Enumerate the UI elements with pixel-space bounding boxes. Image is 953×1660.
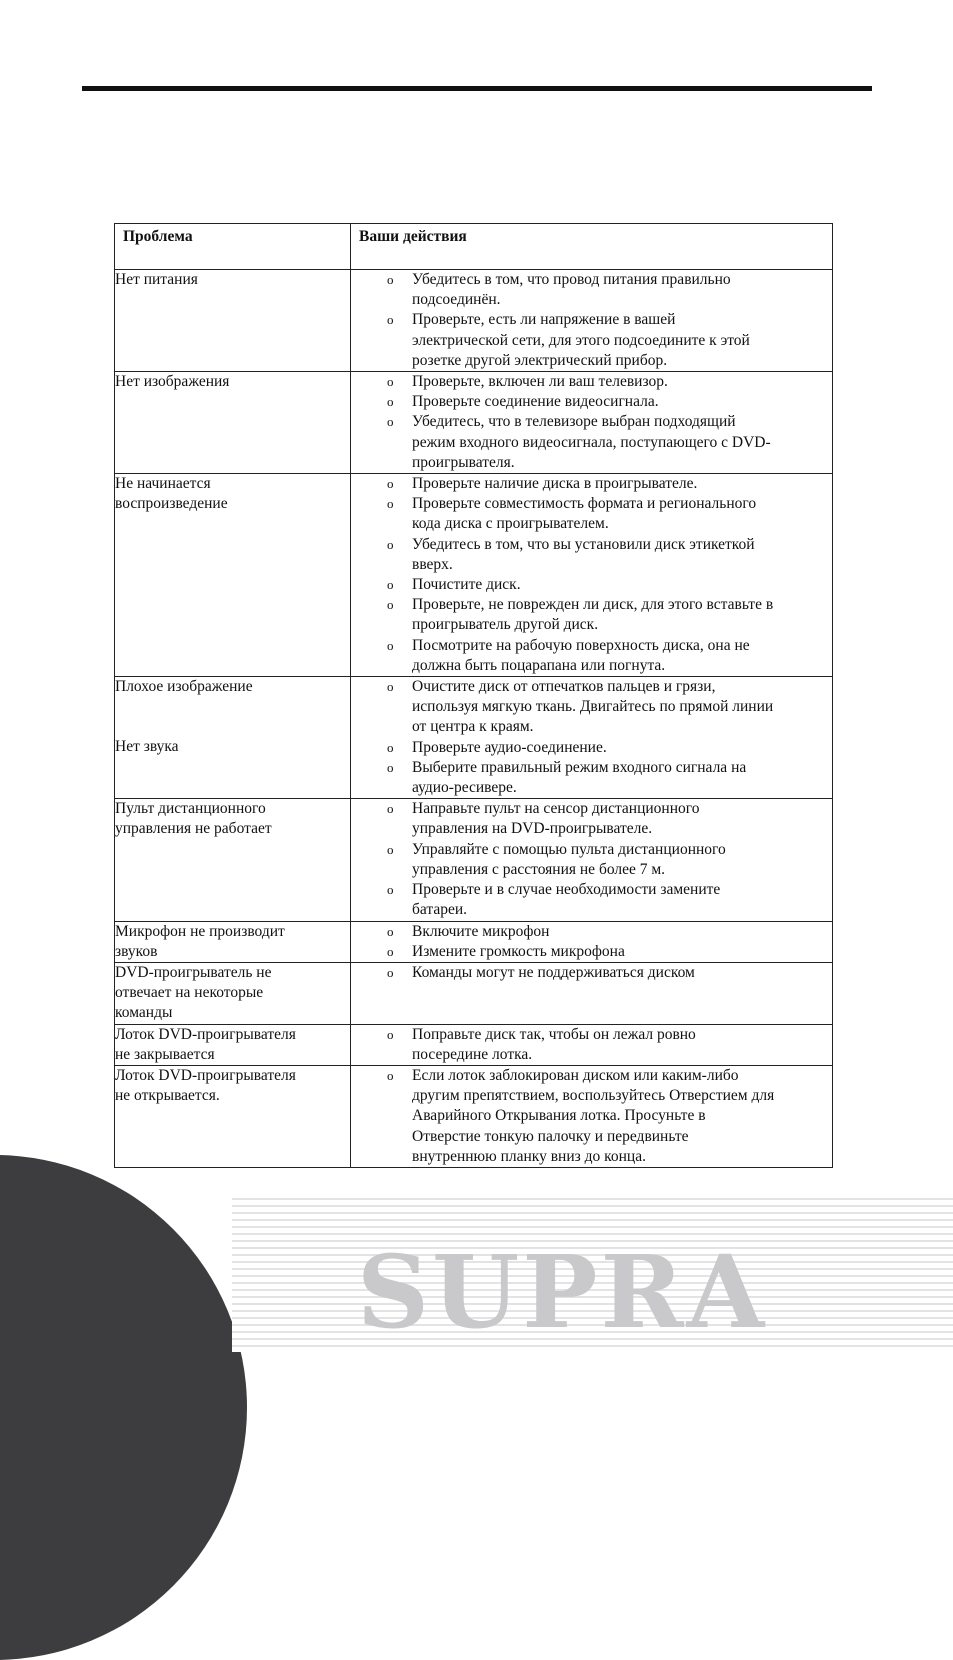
- bullet-circle-icon: o: [387, 394, 394, 410]
- action-text-line: кода диска с проигрывателем.: [412, 515, 609, 533]
- top-rule: [82, 86, 872, 91]
- table-row: [115, 799, 833, 921]
- action-text-line: проигрыватель другой диск.: [412, 616, 599, 634]
- problem-text-line: DVD-проигрыватель не: [115, 963, 272, 981]
- action-text-line: Направьте пульт на сенсор дистанционного: [412, 800, 700, 818]
- action-text-line: Проверьте наличие диска в проигрывателе.: [412, 475, 698, 493]
- action-text-line: должна быть поцарапана или погнута.: [412, 656, 666, 674]
- action-item: [351, 880, 832, 920]
- bullet-circle-icon: o: [387, 841, 394, 857]
- action-item: [351, 535, 832, 575]
- problem-cell: [115, 474, 351, 677]
- action-item: [351, 799, 832, 839]
- action-item: [351, 942, 832, 962]
- bullet-circle-icon: o: [387, 679, 394, 695]
- table-row: [115, 677, 833, 799]
- action-text-line: Аварийного Открывания лотка. Просуньте в: [412, 1107, 706, 1125]
- troubleshooting-table: [114, 223, 833, 1168]
- table-row: [115, 962, 833, 1024]
- action-text-line: посередине лотка.: [412, 1045, 533, 1063]
- problem-text-line: Нет питания: [115, 271, 198, 288]
- action-text-line: аудио-ресивере.: [412, 779, 517, 797]
- action-item: [351, 758, 832, 798]
- brand-logo: SUPRA: [356, 1233, 768, 1351]
- actions-cell: [351, 677, 833, 799]
- bullet-circle-icon: o: [387, 536, 394, 552]
- action-text-line: Проверьте, есть ли напряжение в вашей: [412, 311, 676, 329]
- problem-text-line: Лоток DVD-проигрывателя: [115, 1025, 296, 1043]
- problem-text-line: Лоток DVD-проигрывателя: [115, 1066, 296, 1084]
- actions-list: [351, 372, 832, 473]
- bullet-circle-icon: o: [387, 801, 394, 817]
- action-item: [351, 412, 832, 473]
- problem-spacer: [115, 697, 350, 737]
- problem-column-header: Проблема: [115, 224, 351, 270]
- problem-cell: [115, 962, 351, 1024]
- actions-cell: [351, 474, 833, 677]
- action-text-line: Измените громкость микрофона: [412, 942, 625, 960]
- table-row: [115, 921, 833, 962]
- bullet-circle-icon: o: [387, 943, 394, 959]
- action-text-line: Очистите диск от отпечатков пальцев и грязи,: [412, 678, 716, 696]
- bullet-circle-icon: o: [387, 312, 394, 328]
- bullet-circle-icon: o: [387, 739, 394, 755]
- bullet-circle-icon: o: [387, 496, 394, 512]
- action-item: [351, 1066, 832, 1167]
- action-text-line: Поправьте диск так, чтобы он лежал ровно: [412, 1025, 696, 1043]
- action-text-line: проигрывателя.: [412, 453, 515, 471]
- actions-list: [351, 922, 832, 962]
- action-item: [351, 310, 832, 371]
- problem-text-line: не закрывается: [115, 1045, 215, 1063]
- action-text-line: Команды могут не поддерживаться диском: [412, 963, 695, 981]
- action-text-line: Убедитесь в том, что вы установили диск этикеткой: [412, 535, 755, 553]
- problem-text-line: звуков: [115, 942, 158, 960]
- table-row: [115, 1024, 833, 1065]
- action-text-line: Выберите правильный режим входного сигнала на: [412, 758, 747, 776]
- problem-cell: [115, 799, 351, 921]
- action-text-line: Отверстие тонкую палочку и передвиньте: [412, 1127, 689, 1145]
- corner-circle-decoration: [0, 1155, 247, 1660]
- actions-cell: [351, 1024, 833, 1065]
- action-text-line: вверх.: [412, 555, 453, 573]
- bullet-circle-icon: o: [387, 476, 394, 492]
- bullet-circle-icon: o: [387, 964, 394, 980]
- action-text-line: Посмотрите на рабочую поверхность диска, она не: [412, 636, 750, 654]
- action-item: [351, 840, 832, 880]
- table-header-row: [115, 224, 833, 270]
- actions-cell: [351, 1065, 833, 1167]
- action-text-line: управления на DVD-проигрывателе.: [412, 820, 653, 838]
- bullet-circle-icon: o: [387, 1026, 394, 1042]
- action-item: [351, 392, 832, 412]
- action-text-line: от центра к краям.: [412, 718, 534, 736]
- problem-cell: [115, 1024, 351, 1065]
- action-text-line: другим препятствием, воспользуйтесь Отверстием для: [412, 1087, 775, 1105]
- action-text-line: режим входного видеосигнала, поступающего с DVD-: [412, 433, 771, 451]
- action-text-line: Включите микрофон: [412, 922, 550, 940]
- problem-text-line: воспроизведение: [115, 495, 228, 513]
- problem-cell: [115, 921, 351, 962]
- action-item: [351, 575, 832, 595]
- action-text-line: подсоединён.: [412, 291, 501, 309]
- problem-text-line: не открывается.: [115, 1087, 220, 1105]
- bullet-circle-icon: o: [387, 272, 394, 287]
- action-text-line: используя мягкую ткань. Двигайтесь по прямой линии: [412, 698, 774, 716]
- table-row: [115, 270, 833, 372]
- problem-text-line: Плохое изображение: [115, 678, 253, 696]
- action-item: [351, 677, 832, 738]
- actions-cell: [351, 270, 833, 372]
- bullet-circle-icon: o: [387, 1067, 394, 1083]
- action-item: [351, 636, 832, 676]
- bullet-circle-icon: o: [387, 597, 394, 613]
- table-row: [115, 474, 833, 677]
- action-text-line: Если лоток заблокирован диском или каким-либо: [412, 1066, 739, 1084]
- problem-cell: [115, 270, 351, 372]
- table-body: [115, 270, 833, 1168]
- problem-text-line: Нет изображения: [115, 373, 230, 391]
- actions-cell: [351, 921, 833, 962]
- actions-cell: [351, 799, 833, 921]
- actions-column-header: Ваши действия: [351, 224, 833, 270]
- actions-list: [351, 474, 832, 676]
- action-text-line: Убедитесь, что в телевизоре выбран подходящий: [412, 413, 736, 431]
- problem-text-line: отвечает на некоторые: [115, 984, 264, 1002]
- table-row: [115, 372, 833, 474]
- problem-text-line: Не начинается: [115, 475, 211, 493]
- actions-list: [351, 1025, 832, 1065]
- action-text-line: батареи.: [412, 901, 468, 919]
- actions-list: [351, 677, 832, 798]
- action-text-line: внутреннюю планку вниз до конца.: [412, 1147, 646, 1165]
- action-text-line: Проверьте, включен ли ваш телевизор.: [412, 373, 668, 391]
- actions-cell: [351, 372, 833, 474]
- action-text-line: управления с расстояния не более 7 м.: [412, 860, 666, 878]
- problem-text-line: Пульт дистанционного: [115, 800, 266, 818]
- bullet-circle-icon: o: [387, 923, 394, 939]
- action-text-line: Почистите диск.: [412, 576, 521, 594]
- actions-list: [351, 270, 832, 371]
- problem-text-line: Нет звука: [115, 738, 179, 756]
- actions-list: [351, 799, 832, 920]
- action-item: [351, 595, 832, 635]
- problem-cell: [115, 677, 351, 799]
- action-item: [351, 270, 832, 310]
- action-item: [351, 494, 832, 534]
- actions-cell: [351, 962, 833, 1024]
- bullet-circle-icon: o: [387, 577, 394, 593]
- bullet-circle-icon: o: [387, 414, 394, 430]
- action-item: [351, 922, 832, 942]
- action-item: [351, 738, 832, 758]
- action-item: [351, 963, 832, 983]
- action-item: [351, 474, 832, 494]
- action-text-line: Проверьте соединение видеосигнала.: [412, 393, 659, 411]
- actions-list: [351, 963, 832, 983]
- problem-text-line: управления не работает: [115, 820, 272, 838]
- problem-cell: [115, 372, 351, 474]
- action-text-line: Проверьте совместимость формата и регионального: [412, 495, 757, 513]
- table-row: [115, 1065, 833, 1167]
- action-text-line: Убедитесь в том, что провод питания правильно: [412, 271, 731, 288]
- bullet-circle-icon: o: [387, 882, 394, 898]
- problem-cell: [115, 1065, 351, 1167]
- actions-list: [351, 1066, 832, 1167]
- action-text-line: Проверьте и в случае необходимости замените: [412, 881, 721, 899]
- action-text-line: Проверьте, не поврежден ли диск, для этого вставьте в: [412, 596, 774, 614]
- action-text-line: розетке другой электрический прибор.: [412, 351, 668, 369]
- problem-text-line: Микрофон не производит: [115, 922, 285, 940]
- bullet-circle-icon: o: [387, 759, 394, 775]
- action-text-line: электрической сети, для этого подсоедините к этой: [412, 331, 750, 349]
- action-text-line: Проверьте аудио-соединение.: [412, 738, 607, 756]
- problem-text-line: команды: [115, 1004, 173, 1022]
- action-text-line: Управляйте с помощью пульта дистанционного: [412, 840, 726, 858]
- action-item: [351, 372, 832, 392]
- action-item: [351, 1025, 832, 1065]
- bullet-circle-icon: o: [387, 374, 394, 390]
- bullet-circle-icon: o: [387, 637, 394, 653]
